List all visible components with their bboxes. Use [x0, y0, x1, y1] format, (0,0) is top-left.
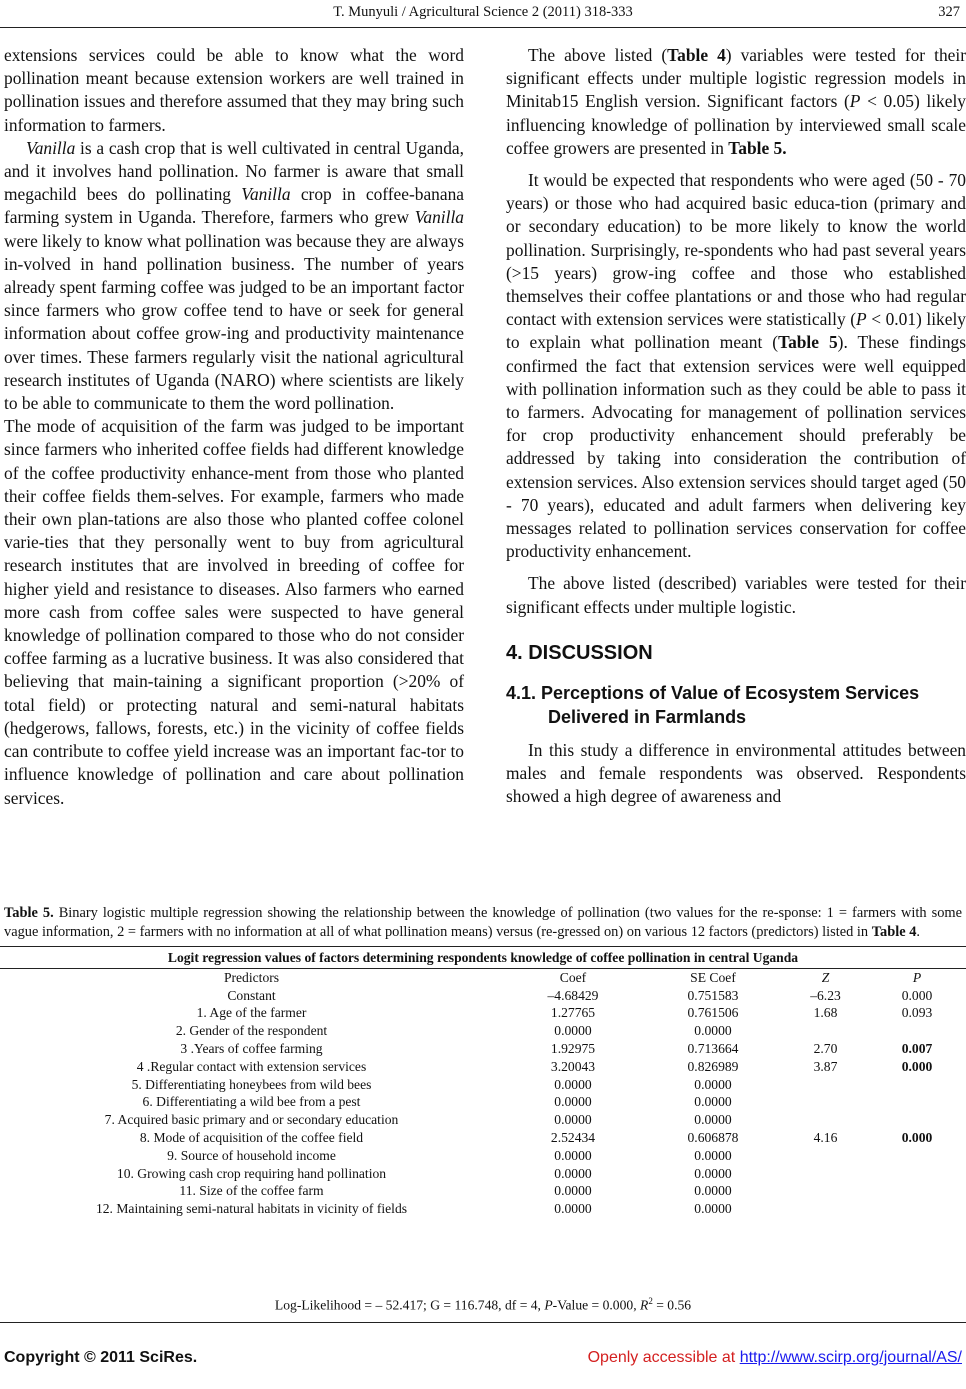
page-number: 327	[938, 4, 960, 20]
se-coef-cell: 0.606878	[687, 1129, 739, 1145]
se-coef-cell: 0.0000	[694, 1201, 732, 1217]
se-coef-cell: 0.0000	[694, 1112, 732, 1128]
table-row	[0, 987, 966, 1005]
se-coef-cell: 0.761506	[687, 1005, 739, 1021]
table-title: Logit regression values of factors determining respondents knowledge of coffee pollination in central Uganda	[0, 946, 966, 968]
subsection-heading: 4.1. Perceptions of Value of Ecosystem Services Delivered in Farmlands	[506, 682, 920, 727]
running-title: T. Munyuli / Agricultural Science 2 (2011) 318-333	[333, 4, 633, 20]
italic-term: P	[856, 309, 867, 330]
table-row	[0, 1093, 966, 1111]
text-run: < 0.05) likely influencing knowledge of pollination by interviewed small scale coffee growers are presented in	[506, 91, 966, 158]
column-header: SE Coef	[690, 969, 736, 985]
se-coef-cell: 0.826989	[687, 1058, 739, 1074]
table-footnote	[0, 1296, 966, 1314]
table-row	[0, 1200, 966, 1218]
z-cell: 3.87	[813, 1058, 838, 1074]
predictor-cell: 7. Acquired basic primary and or secondary education	[104, 1112, 399, 1128]
z-cell	[783, 1093, 868, 1111]
text-run: It would be expected that respondents who were aged (50 - 70 years) or those who had acquired basic educa-tion (primary and or secondary education) to be more likely to know the world pollination. Surprisingly, re-spondents who had past several years (>15 years) grow-ing coffee and those who established themselves their coffee plantations or and those who had regular contact with extension services were statistically (	[506, 170, 966, 330]
paragraph: In this study a difference in environmental attitudes between males and female respondents was observed. Respondents showed a high degree of awareness and	[506, 739, 966, 807]
predictor-cell: Constant	[227, 987, 276, 1003]
se-coef-cell: 0.0000	[694, 1183, 732, 1199]
italic-term: P	[849, 91, 861, 112]
p-value-cell	[868, 1076, 966, 1094]
text-run: = 0.56	[652, 1297, 692, 1313]
table-reference: Table 4	[871, 923, 917, 940]
coef-cell: 2.52434	[550, 1129, 596, 1145]
predictor-cell: 9. Source of household income	[167, 1147, 336, 1163]
table-row	[0, 1040, 966, 1058]
predictor-cell: 5. Differentiating honeybees from wild bees	[131, 1076, 372, 1092]
table-reference: Table 5	[778, 332, 838, 353]
italic-term: R	[640, 1297, 649, 1313]
text-run: Openly accessible at	[587, 1349, 740, 1366]
italic-term: Vanilla	[241, 184, 291, 205]
coef-cell: 1.27765	[550, 1005, 596, 1021]
table-reference: Table 5.	[728, 137, 787, 158]
predictor-cell: 3 .Years of coffee farming	[180, 1040, 323, 1056]
predictor-cell: 1. Age of the farmer	[196, 1005, 307, 1021]
table-row	[0, 1022, 966, 1040]
coef-cell: 0.0000	[554, 1183, 592, 1199]
journal-link[interactable]: http://www.scirp.org/journal/AS/	[739, 1349, 962, 1366]
table-header-row	[0, 968, 966, 986]
z-cell: 1.68	[813, 1005, 838, 1021]
se-coef-cell: 0.0000	[694, 1076, 732, 1092]
left-column	[4, 44, 464, 810]
column-header	[783, 968, 868, 986]
p-value-cell	[868, 1165, 966, 1183]
open-access-notice	[588, 1349, 962, 1367]
p-value-cell	[868, 1022, 966, 1040]
text-run: The above listed (	[528, 45, 668, 65]
coef-cell: 0.0000	[554, 1112, 592, 1128]
se-coef-cell: 0.713664	[687, 1040, 739, 1056]
paragraph-variables-tested	[506, 44, 966, 160]
predictor-cell: 10. Growing cash crop requiring hand pollination	[116, 1165, 387, 1181]
p-value-cell	[868, 1200, 966, 1218]
p-value-cell	[868, 1111, 966, 1129]
text-run: is a cash crop that is well cultivated in central Uganda, and it involves hand pollination. No farmer is aware that small megachild bees do pollinating	[4, 137, 464, 205]
table-caption	[4, 904, 962, 941]
right-column	[506, 44, 966, 808]
text-run: .	[916, 923, 920, 940]
text-run: ). These findings confirmed the fact that extension services were well equipped with pollination information such as they could be able to pass it to farmers. Advocating for management of pollination services for crop productivity enhancement should preferably be addressed by taking into consideration the contribution of extension services. Also extension services should target aged (50 - 70 years), educated and adult farmers when delivering key messages related to pollination services conservation for coffee productivity enhancement.	[506, 332, 966, 562]
p-value-cell: 0.000	[901, 1058, 933, 1074]
table-row	[0, 1182, 966, 1200]
copyright-notice: Copyright © 2011 SciRes.	[4, 1349, 198, 1366]
p-value-cell	[868, 1147, 966, 1165]
text-run: were likely to know what pollination was because they are always in-volved in hand pollination business. The number of years already spent farming coffee was judged to be an important factor since farmers who grow coffee tend to have or seek for general information about coffee grow-ing and productivity maintenance over times. These farmers regularly visit the national agricultural research institutes of Uganda (NARO) where scientists are likely to be able to communicate to them the word pollination.	[4, 230, 464, 414]
z-cell	[783, 1182, 868, 1200]
predictor-cell: 2. Gender of the respondent	[175, 1023, 328, 1039]
italic-term: P	[544, 1297, 553, 1313]
table-row	[0, 1165, 966, 1183]
z-cell	[783, 1200, 868, 1218]
se-coef-cell: 0.0000	[694, 1147, 732, 1163]
italic-term: Vanilla	[26, 137, 76, 158]
table-reference: Table 4	[667, 45, 726, 65]
regression-table	[0, 946, 966, 1218]
z-cell	[783, 1165, 868, 1183]
table-row	[0, 1129, 966, 1147]
p-value-cell: 0.007	[901, 1040, 933, 1056]
column-header: Coef	[559, 969, 587, 985]
table-row	[0, 1111, 966, 1129]
header-rule	[0, 27, 966, 28]
predictor-cell: 12. Maintaining semi-natural habitats in vicinity of fields	[95, 1201, 408, 1217]
text-run: -Value = 0.000,	[552, 1297, 640, 1313]
page-footer	[4, 1349, 962, 1371]
section-heading: 4. DISCUSSION	[506, 641, 653, 664]
paragraph-vanilla	[4, 137, 464, 415]
p-value-cell	[868, 1182, 966, 1200]
italic-term: Vanilla	[414, 207, 464, 228]
predictor-cell: 6. Differentiating a wild bee from a pest	[142, 1094, 361, 1110]
se-coef-cell: 0.0000	[694, 1094, 732, 1110]
column-header-text: P	[912, 969, 922, 985]
se-coef-cell: 0.751583	[687, 987, 739, 1003]
predictor-cell: 8. Mode of acquisition of the coffee field	[139, 1129, 364, 1145]
z-cell	[783, 1022, 868, 1040]
text-run: crop in coffee-banana farming system in Uganda. Therefore, farmers who grew	[4, 184, 465, 228]
superscript: 2	[648, 1296, 653, 1306]
caption-label: Table 5.	[4, 905, 54, 921]
p-value-cell: 0.093	[901, 1005, 933, 1021]
column-header	[868, 968, 966, 986]
z-cell	[783, 1111, 868, 1129]
table-row	[0, 1147, 966, 1165]
text-run: < 0.01) likely to explain what pollination meant (	[506, 309, 966, 353]
text-run: ) variables were tested for their significant effects under multiple logistic regression models in Minitab15 English version. Significant factors (	[506, 45, 966, 112]
paragraph: extensions services could be able to know what the word pollination meant because extension workers are well trained in pollination issues and therefore assumed that they may bring such information to farmers.	[4, 45, 464, 135]
coef-cell: 3.20043	[550, 1058, 596, 1074]
paragraph: The above listed (described) variables were tested for their significant effects under multiple logistic.	[506, 573, 966, 617]
coef-cell: 1.92975	[550, 1040, 596, 1056]
z-cell: –6.23	[810, 987, 841, 1003]
table-row	[0, 1076, 966, 1094]
predictor-cell: 4 .Regular contact with extension services	[136, 1058, 367, 1074]
text-run: Log-Likelihood = – 52.417; G = 116.748, df = 4,	[274, 1297, 545, 1313]
table-bottom-rule	[0, 1322, 966, 1323]
table-row	[0, 1058, 966, 1076]
z-cell: 2.70	[813, 1040, 838, 1056]
paragraph-expected-respondents	[506, 169, 966, 563]
paragraph-mode-of-acquisition: The mode of acquisition of the farm was judged to be important since farmers who inherited coffee fields had different knowledge of the coffee productivity enhance-ment from those who planted their coffee fields them-selves. For example, farmers who made their own plan-tations are also those who planted coffee colonel varie-ties that they personally went to buy from agricultural research institutes that are involved in breeding of coffee for higher yield and resistance to diseases. Also farmers who earned more cash from coffee sales were suspected to have general knowledge of pollination compared to those who do not consider coffee farming as a lucrative business. It was also considered that believing that main-taining a significant proportion (>20% of total field) or protecting natural and semi-natural habitats (hedgerows, fallows, forests, etc.) in the vicinity of coffee fields can contribute to coffee yield increase was an important fac-tor to influence knowledge of pollination and care about pollination services.	[4, 416, 464, 808]
se-coef-cell: 0.0000	[694, 1165, 732, 1181]
coef-cell: 0.0000	[554, 1147, 592, 1163]
coef-cell: –4.68429	[547, 987, 599, 1003]
coef-cell: 0.0000	[554, 1094, 592, 1110]
z-cell	[783, 1076, 868, 1094]
column-header-text: Z	[821, 969, 830, 985]
se-coef-cell: 0.0000	[694, 1023, 732, 1039]
z-cell	[783, 1147, 868, 1165]
p-value-cell	[868, 1093, 966, 1111]
column-header: Predictors	[223, 969, 280, 985]
coef-cell: 0.0000	[554, 1165, 592, 1181]
table-row	[0, 1004, 966, 1022]
z-cell: 4.16	[813, 1129, 838, 1145]
predictor-cell: 11. Size of the coffee farm	[179, 1183, 324, 1199]
p-value-cell: 0.000	[901, 987, 933, 1003]
coef-cell: 0.0000	[554, 1076, 592, 1092]
text-run: Binary logistic multiple regression showing the relationship between the knowledge of pollination (two values for the re-sponse: 1 = farmers with some vague information, 2 = farmers with no information at all of what pollination means) versus (re-gressed on) on various 12 factors (predictors) listed in	[4, 905, 962, 940]
p-value-cell: 0.000	[901, 1129, 933, 1145]
coef-cell: 0.0000	[554, 1201, 592, 1217]
coef-cell: 0.0000	[554, 1023, 592, 1039]
